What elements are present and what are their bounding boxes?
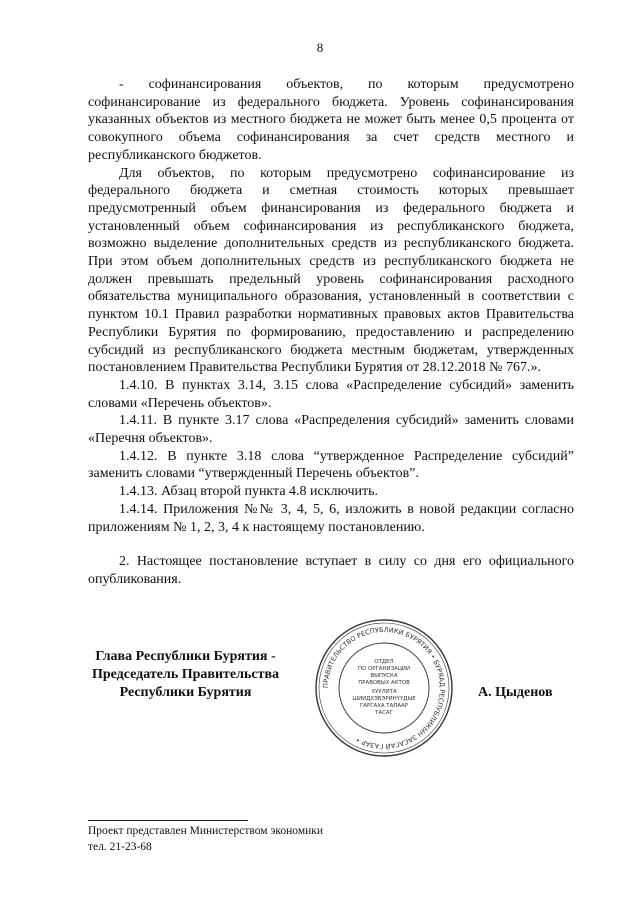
paragraph-1-4-11: 1.4.11. В пункте 3.17 слова «Распределения субсидий» заменить словами «Перечня объектов». <box>88 413 574 447</box>
paragraph-effective-date: 2. Настоящее постановление вступает в силу со дня его официального опубликования. <box>88 554 574 587</box>
paragraph-1-4-13: 1.4.13. Абзац второй пункта 4.8 исключить. <box>119 484 379 500</box>
seal-center-line: ШИИДХЭБЭРИНҮҮДЫЕ <box>352 696 416 702</box>
document-body <box>88 76 574 589</box>
footnote-prepared-by: Проект представлен Министерством экономики <box>88 825 324 837</box>
official-seal <box>313 617 455 759</box>
signatory-title-line: Председатель Правительства <box>91 667 280 682</box>
footnote-phone: тел. 21-23-68 <box>88 841 152 853</box>
seal-outer-text: ПРАВИТЕЛЬСТВО РЕСПУБЛИКИ БУРЯТИЯ • БУРЯАД РЕСПУБЛИКЫН ЗАСАГАЙ ГАЗАР • <box>321 625 447 751</box>
seal-center-line: ТАСАГ <box>375 710 393 716</box>
seal-center-line: ГАРГАХА ТАЛААР <box>360 703 408 709</box>
footnote <box>88 823 323 855</box>
seal-center-line: ПРАВОВЫХ АКТОВ <box>358 680 410 686</box>
footnote-divider <box>88 820 248 821</box>
signatory-title-line: Республики Бурятия <box>119 685 252 700</box>
paragraph-1-4-10: 1.4.10. В пунктах 3.14, 3.15 слова «Распределение субсидий» заменить словами «Перечень объектов». <box>88 377 574 411</box>
paragraph-cofinancing: - софинансирования объектов, по которым предусмотрено софинансирование из федерального бюджета. Уровень софинансирования указанных объектов из местного бюджета не может быть менее 0,5 процента от совокупного объема софинансирования за счет средств местного и республиканского бюджетов. <box>88 77 574 163</box>
paragraph-1-4-14: 1.4.14. Приложения №№ 3, 4, 5, 6, изложить в новой редакции согласно приложениям № 1, 2, 3, 4 к настоящему постановлению. <box>88 501 574 535</box>
signatory-title-line: Глава Республики Бурятия - <box>95 649 276 664</box>
paragraph-1-4-12: 1.4.12. В пункте 3.18 слова “утвержденное Распределение субсидий” заменить словами “утвержденный Перечень объектов”. <box>88 448 574 482</box>
signatory-title <box>78 648 293 702</box>
paragraph-additional-funds: Для объектов, по которым предусмотрено софинансирование из федерального бюджета и сметная стоимость которых превышает предусмотренный объем финансирования из федерального бюджета и установленный объем софинансирования из республиканского бюджета, возможно выделение дополнительных средств из республиканского бюджета. При этом объем дополнительных средств из республиканского бюджета не должен превышать предельный уровень софинансирования расходного обязательства муниципального образования, установленный в соответствии с пунктом 10.1 Правил разработки нормативных правовых актов Правительства Республики Бурятия по формированию, предоставлению и распределению субсидий из республиканского бюджета местным бюджетам, утвержденных постановлением Правительства Республики Бурятия от 28.12.2018 № 767.». <box>88 165 574 376</box>
seal-center-line: ПО ОРГАНИЗАЦИИ <box>358 666 410 672</box>
page-number: 8 <box>316 40 324 55</box>
seal-center-line: ОТДЕЛ <box>374 659 394 665</box>
seal-center-line: ВЫПУСКА <box>370 673 398 679</box>
seal-center-line: ХУУЛИТА <box>371 689 397 695</box>
signatory-name: А. Цыденов <box>478 685 553 700</box>
